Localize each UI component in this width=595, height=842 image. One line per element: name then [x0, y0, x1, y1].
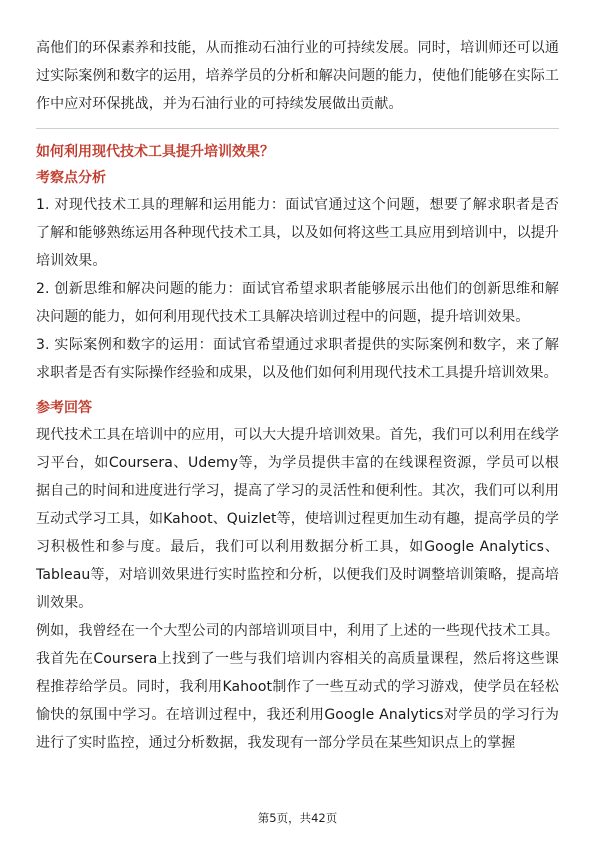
- analysis-point-2: 2. 创新思维和解决问题的能力：面试官希望求职者能够展示出他们的创新思维和解决问题的能力，如何利用现代技术工具解决培训过程中的问题，提升培训效果。: [36, 281, 559, 325]
- answer-paragraph-1: 现代技术工具在培训中的应用，可以大大提升培训效果。首先，我们可以利用在线学习平台，如Coursera、Udemy等，为学员提供丰富的在线课程资源，学员可以根据自己的时间和进度进行学习，提高了学习的灵活性和便利性。其次，我们可以利用互动式学习工具，如Kahoot、Quizlet等，使培训过程更加生动有趣，提高学员的学习积极性和参与度。最后，我们可以利用数据分析工具，如Google Analytics、Tableau等，对培训效果进行实时监控和分析，以便我们及时调整培训策略，提高培训效果。: [36, 427, 559, 611]
- intro-paragraph: 高他们的环保素养和技能，从而推动石油行业的可持续发展。同时，培训师还可以通过实际案例和数字的运用，培养学员的分析和解决问题的能力，使他们能够在实际工作中应对环保挑战，并为石油行业的可持续发展做出贡献。: [36, 40, 559, 112]
- analysis-label: 考察点分析: [36, 170, 106, 186]
- answer-paragraph-2: 例如，我曾经在一个大型公司的内部培训项目中，利用了上述的一些现代技术工具。我首先在Coursera上找到了一些与我们培训内容相关的高质量课程，然后将这些课程推荐给学员。同时，我利用Kahoot制作了一些互动式的学习游戏，使学员在轻松愉快的氛围中学习。在培训过程中，我还利用Google Analytics对学员的学习行为进行了实时监控，通过分析数据，我发现有一部分学员在某些知识点上的掌握: [36, 623, 559, 751]
- answer-label: 参考回答: [36, 400, 92, 416]
- page-number-footer: 第5页，共42页: [257, 811, 338, 825]
- section-divider: [36, 128, 559, 129]
- question-heading: 如何利用现代技术工具提升培训效果？: [36, 144, 274, 160]
- analysis-point-1: 1. 对现代技术工具的理解和运用能力：面试官通过这个问题，想要了解求职者是否了解和能够熟练运用各种现代技术工具，以及如何将这些工具应用到培训中，以提升培训效果。: [36, 197, 559, 269]
- page-content: [36, 34, 559, 757]
- analysis-point-3: 3. 实际案例和数字的运用：面试官希望通过求职者提供的实际案例和数字，来了解求职者是否有实际操作经验和成果，以及他们如何利用现代技术工具提升培训效果。: [36, 337, 559, 381]
